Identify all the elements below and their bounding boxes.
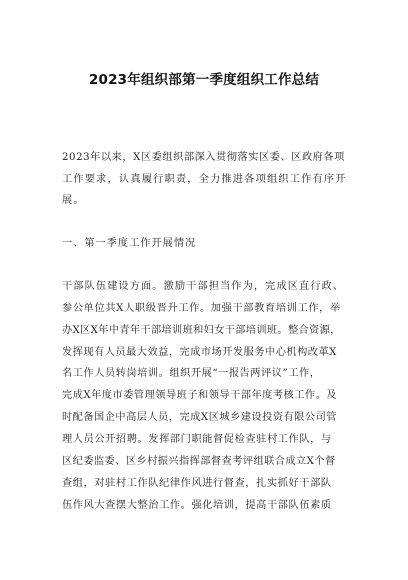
paragraph-line-9: 区纪委监委、区乡村振兴指挥部督查考评组联合成立X个督	[62, 456, 336, 467]
paragraph-line-6: 完成X年度市委管理领导班子和领导干部年度考核工作。及	[62, 390, 337, 401]
paragraph-line-8: 理人员公开招聘。发挥部门职能督促检查驻村工作队，与	[62, 434, 332, 445]
paragraph-line-5: 名工作人员转岗培训。组织开展“一报告两评议”工作，	[62, 368, 321, 379]
paragraph-line-2: 参公单位共X人职级晋升工作。加强干部教育培训工作，举	[62, 303, 341, 314]
paragraph-line-11: 伍作风大查摆大整治工作。强化培训，提高干部队伍素质	[62, 500, 332, 511]
paragraph-line-3: 办X区X年中青年干部培训班和妇女干部培训班。整合资源，	[62, 325, 341, 336]
section-heading: 一、第一季度工作开展情况	[62, 238, 197, 249]
paragraph-line-10: 查组，对驻村工作队纪律作风进行督查，扎实抓好干部队	[62, 478, 332, 489]
paragraph-line-4: 发挥现有人员最大效益，完成市场开发服务中心机构改革X	[62, 347, 337, 358]
document-title: 2023年组织部第一季度组织工作总结	[88, 72, 320, 88]
intro-line-1: 2023年以来，X区委组织部深入贯彻落实区委、区政府各项	[62, 152, 345, 163]
paragraph-line-1: 干部队伍建设方面。激励干部担当作为，完成区直行政、	[62, 281, 345, 292]
paragraph-line-7: 时配备国企中高层人员，完成X区城乡建设投资有限公司管	[62, 412, 337, 423]
intro-line-3: 展。	[62, 195, 85, 206]
intro-line-2: 工作要求，认真履行职责，全力推进各项组织工作有序开	[62, 174, 347, 185]
